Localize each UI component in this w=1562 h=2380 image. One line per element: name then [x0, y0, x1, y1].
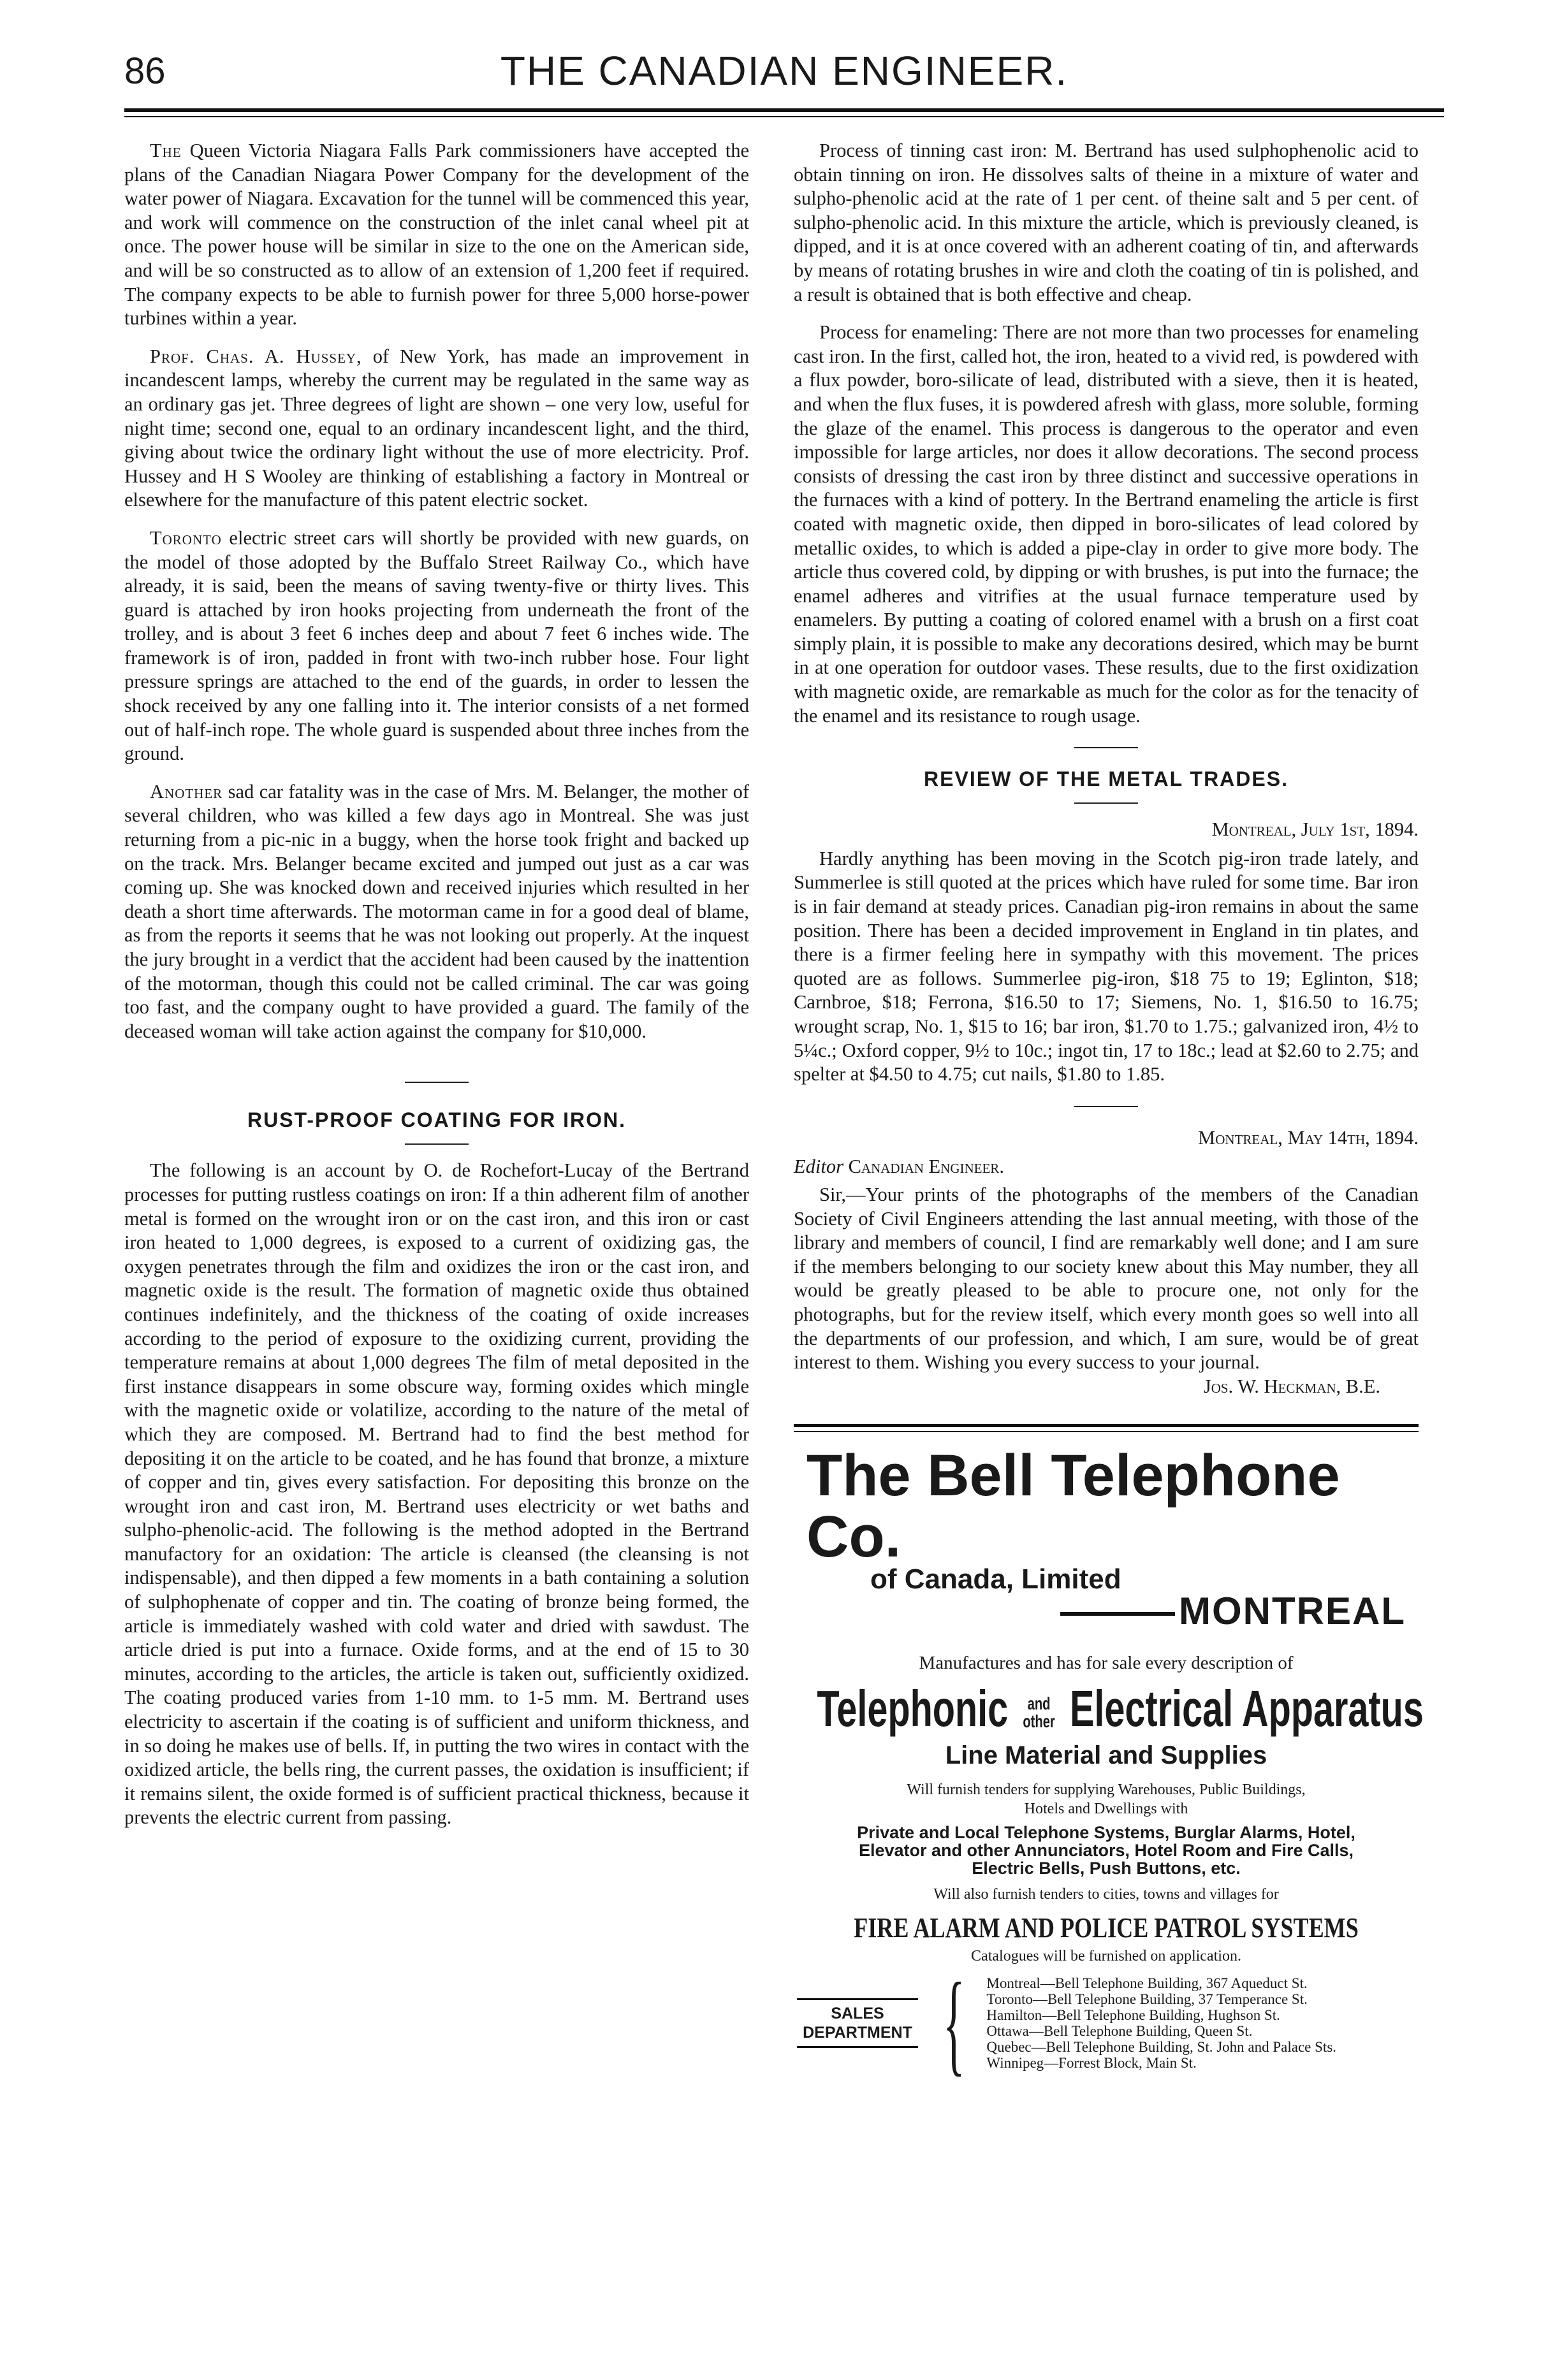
article-niagara — [124, 139, 749, 331]
article-lead: Toronto — [150, 526, 222, 549]
ad-catalogues: Catalogues will be furnished on application. — [971, 1948, 1241, 1965]
sales-label — [794, 1994, 921, 2052]
ad-big-left: Telephonic — [817, 1680, 1009, 1738]
office-list — [986, 1975, 1336, 2071]
heading-divider — [405, 1143, 469, 1145]
office-item: Toronto—Bell Telephone Building, 37 Temperance St. — [986, 1991, 1308, 2008]
ad-company-name: The Bell Telephone Co. — [807, 1443, 1340, 1570]
ad-fire-alarm: FIRE ALARM AND POLICE PATROL SYSTEMS — [854, 1912, 1359, 1944]
article-hussey — [124, 345, 749, 512]
review-dateline: Montreal, July 1st, 1894. — [1211, 818, 1419, 841]
office-item: Montreal—Bell Telephone Building, 367 Aqueduct St. — [986, 1975, 1308, 1992]
office-item: Quebec—Bell Telephone Building, St. John and Palace Sts. — [986, 2039, 1337, 2056]
header-rule-thin — [124, 116, 1444, 117]
article-text: electric street cars will shortly be provided with new guards, on the model of those adopted by the Buffalo Street Railway Co., which have already, it is said, been the means of saving twenty-five or thirty lives. This guard is attached by iron hooks projecting from underneath the front of the trolley, and is about 3 feet 6 inches deep and about 7 feet 6 inches wide. The framework is of iron, padded in front with two-inch rubber hose. Four light pressure springs are attached to the end of the guards, in order to lessen the shock received by any one falling into it. The interior consists of a net formed out of half-inch rope. The whole guard is suspended about three inches from the ground. — [124, 526, 749, 765]
ad-city-row — [794, 1590, 1419, 1640]
article-belanger — [124, 780, 749, 1044]
office-item: Ottawa—Bell Telephone Building, Queen St. — [986, 2023, 1253, 2040]
metal-trades-text: Hardly anything has been moving in the Scotch pig-iron trade lately, and Summerlee is still quoted at the prices which have ruled for some time. Bar iron is in fair demand at steady prices. Canadian pig-iron remains in about the same position. There has been a decided improvement in England in tin plates, and there is a firmer feeling here in sympathy with this movement. The prices quoted are as follows. Summerlee pig-iron, $18 75 to 19; Eglinton, $18; Carnbroe, $18; Ferrona, $16.50 to 17; Siemens, No. 1, $16.50 to 16.75; wrought scrap, No. 1, $15 to 16; bar iron, $1.70 to 1.75.; galvanized iron, 4½ to 5¼c.; Oxford copper, 9½ to 10c.; ingot tin, 17 to 18c.; lead at $2.60 to 2.75; and spelter at $4.50 to 4.75; cut nails, $1.80 to 1.85. — [794, 847, 1419, 1085]
ad-systems: Private and Local Telephone Systems, Burglar Alarms, Hotel, Elevator and other Annunciators, Hotel Room and Fire Calls, Electric Bells, Push Buttons, etc. — [857, 1823, 1355, 1878]
letter-signature: Jos. W. Heckman, B.E. — [1203, 1375, 1380, 1397]
metal-trades-heading: REVIEW OF THE METAL TRADES. — [924, 767, 1288, 791]
ad-tenders-2: Hotels and Dwellings with — [1024, 1801, 1188, 1818]
ad-and-other — [1023, 1695, 1055, 1731]
ad-rule-thick — [794, 1424, 1419, 1427]
ad-sales-department — [794, 1959, 1419, 2087]
sales-rule — [797, 1998, 918, 2000]
ad-manufactures: Manufactures and has for sale every description of — [919, 1653, 1294, 1674]
addressee-name: Canadian Engineer. — [848, 1156, 1004, 1178]
section-divider — [1074, 1106, 1138, 1107]
article-toronto-guards — [124, 526, 749, 766]
journal-title: THE CANADIAN ENGINEER. — [500, 48, 1069, 94]
sales-label-1: SALES — [831, 2005, 884, 2023]
article-text: Queen Victoria Niagara Falls Park commissioners have accepted the plans of the Canadian Niagara Power Company for the development of the water power of Niagara. Excavation for the tunnel will be commenced this year, and work will commence on the construction of the inlet canal wheel pit at once. The power house will be similar in size to the one on the American side, and will be so constructed as to allow of an extension of 1,200 feet if required. The company expects to be able to furnish power for three 5,000 horse-power turbines within a year. — [124, 140, 749, 330]
article-text: of New York, has made an improvement in incandescent lamps, whereby the current may be regulated in the same way as an ordinary gas jet. Three degrees of light are shown – one very low, useful for night time; second one, equal to an ordinary incandescent light, and the third, giving about twice the ordinary light without the use of more electricity. Prof. Hussey and H S Wooley are thinking of establishing a factory in Montreal or elsewhere for the manufacture of this patent electric socket. — [124, 345, 749, 511]
ad-tenders-1: Will furnish tenders for supplying Warehouses, Public Buildings, — [907, 1781, 1306, 1799]
section-divider — [405, 1082, 469, 1083]
enameling-process-text: Process for enameling: There are not more than two processes for enameling cast iron. In the first, called hot, the iron, heated to a vivid red, is powdered with a flux powder, boro-silicate of lead, distributed with a sieve, then it is heated, and when the flux fuses, it is powdered afresh with glass, more soluble, forming the glaze of the enamel. This process is dangerous to the operator and even impossible for large articles, nor does it allow decorations. The second process consists of dressing the cast iron by three distinct and successive operations in the furnaces with a kind of pottery. In the Bertrand enameling the article is first coated with magnetic oxide, then dipped in boro-silicates of lead colored by metallic oxides, to which is added a pipe-clay in order to give more body. The article thus covered cold, by dipping or with brushes, is put into the furnace; the enamel adheres and vitrifies at the usual furnace temperature used by enamelers. By putting a coating of colored enamel with a brush on a first coat simply plain, it is possible to make any decorations desired, which may be burnt in at one operation for outdoor vases. These results, due to the first oxidization with magnetic oxide, are remarkable as much for the color as for the tenacity of the enamel and its resistance to rough usage. — [794, 321, 1419, 727]
ad-and: and — [1027, 1694, 1051, 1714]
header-rule-thick — [124, 108, 1444, 112]
section-divider — [1074, 747, 1138, 748]
bell-telephone-advertisement — [794, 1424, 1424, 2087]
right-column — [794, 139, 1424, 2087]
article-lead: The — [150, 140, 182, 161]
article-lead: Another — [150, 780, 223, 802]
ad-cities-line: Will also furnish tenders to cities, towns and villages for — [933, 1886, 1279, 1903]
article-text: sad car fatality was in the case of Mrs. M. Belanger, the mother of several children, who was killed a few days ago in Montreal. She was just returning from a pic-nic in a buggy, when the horse took fright and backed up on the track. Mrs. Belanger became excited and jumped out just as a car was coming up. She was knocked down and received injuries which resulted in her death a short time afterwards. The motorman came in for a good deal of blame, as from the reports it seems that he was not looking out properly. At the inquest the jury brought in a verdict that the accident had been caused by the inattention of the motorman, though this could not be called criminal. The car was going too fast, and the company ought to have provided a guard. The family of the deceased woman will take action against the company for $10,000. — [124, 780, 749, 1042]
sales-label-2: DEPARTMENT — [803, 2024, 912, 2042]
tinning-process-text: Process of tinning cast iron: M. Bertrand has used sulphophenolic acid to obtain tinning on iron. He dissolves salts of theine in a mixture of water and sulpho-phenolic acid at the rate of 1 per cent. of theine salt and 5 per cent. of sulpho-phenolic acid. In this mixture the article, which is previously cleaned, is dipped, and it is at once covered with an adherent coating of tin, and afterwards by means of rotating brushes in wire and cloth the coating of tin is polished, and a result is obtained that is both effective and cheap. — [794, 140, 1419, 305]
rust-proof-text: The following is an account by O. de Rochefort-Lucay of the Bertrand processes for putting rustless coatings on iron: If a thin adherent film of another metal is formed on the wrought iron or on the cast iron, and this iron or cast iron heated to 1,000 degrees, is exposed to a current of oxidizing gas, the oxygen penetrates through the film and oxidizes the iron or the cast iron, and magnetic oxide is the result. The formation of magnetic oxide thus obtained continues indefinitely, and the thickness of the coating of oxide increases according to the period of exposure to the oxidizing current, providing the temperature remains at about 1,000 degrees The film of metal deposited in the first instance disappears in some obscure way, forming oxides which mingle with the magnetic oxide or volatilize, according to the nature of the metal of which they are composed. M. Bertrand had to find the best method for depositing it on the article to be coated, and he has found that bronze, a mixture of copper and tin, gives every satisfaction. For depositing this bronze on the wrought iron and cast iron, M. Bertrand uses electricity or wet baths and sulpho-phenolic-acid. The following is the method adopted in the Bertrand manufactory for an oxidation: The article is cleansed (the cleansing is not indispensable), and then dipped a few moments in a bath containing a solution of sulphophenate of copper and tin. The coating of bronze being formed, the article is immediately washed with cold water and dried with sawdust. The article dried is put into a furnace. Oxide forms, and at the end of 15 to 30 minutes, according to the articles, the article is taken out, sufficiently oxidized. The coating produced varies from 1-10 mm. to 1-5 mm. M. Bertrand uses electricity to ascertain if the coating is of sufficient and uniform thickness, and in so doing he makes use of bells. If, in putting the two wires in contact with the oxidized article, the bells ring, the current passes, the oxidation is insufficient; if it remains silent, the oxide formed is of sufficient practical thickness, because it prevents the electric current from passing. — [124, 1159, 749, 1829]
rust-proof-heading: RUST-PROOF COATING FOR IRON. — [247, 1108, 627, 1132]
brace-glyph: { — [942, 1959, 965, 2087]
ad-city-text: MONTREAL — [1179, 1590, 1406, 1633]
ad-city-bar — [1060, 1612, 1175, 1616]
ad-rule-thin — [794, 1431, 1419, 1432]
left-column — [124, 139, 749, 1844]
office-item: Hamilton—Bell Telephone Building, Hughson St. — [986, 2007, 1280, 2024]
page-number: 86 — [124, 50, 166, 92]
ad-city — [1060, 1589, 1406, 1633]
letter-addressee — [794, 1155, 1419, 1179]
ad-apparatus-line — [817, 1680, 1424, 1738]
letter-text: Sir,—Your prints of the photographs of the members of the Canadian Society of Civil Engineers attending the last annual meeting, with those of the library and members of council, I find are remarkably well done; and I am sure if the members belonging to our society knew about this May number, they all would be greatly pleased to be able to procure one, not only for the photographs, but for the review itself, which every month goes so well into all the departments of our profession, and which, I am sure, would be of great interest to them. Wishing you every success to your journal. — [794, 1183, 1419, 1374]
ad-other: other — [1023, 1711, 1055, 1732]
office-item: Winnipeg—Forrest Block, Main St. — [986, 2055, 1197, 2072]
ad-big-right: Electrical Apparatus — [1069, 1680, 1424, 1738]
addressee-title: Editor — [794, 1156, 843, 1178]
letter-dateline: Montreal, May 14th, 1894. — [1198, 1126, 1419, 1149]
page-header — [124, 45, 1444, 102]
ad-subtitle: of Canada, Limited — [870, 1564, 1121, 1595]
heading-divider — [1074, 802, 1138, 804]
ad-materials: Line Material and Supplies — [945, 1741, 1267, 1770]
sales-rule — [797, 2046, 918, 2048]
article-lead: Prof. Chas. A. Hussey, — [150, 345, 362, 367]
